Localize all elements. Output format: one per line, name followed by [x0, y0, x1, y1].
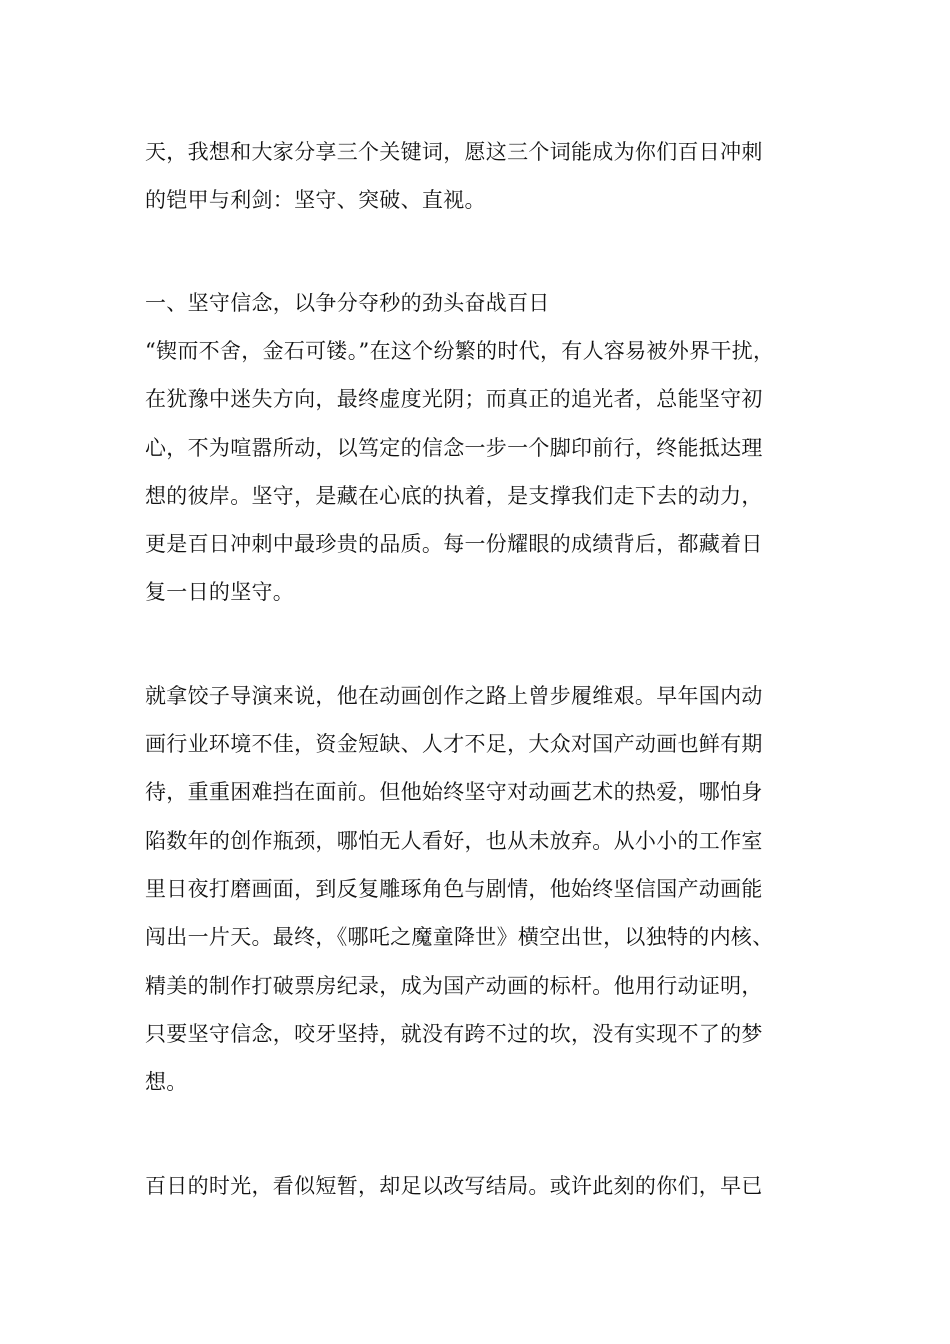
paragraph-line: 精美的制作打破票房纪录，成为国产动画的标杆。他用行动证明， — [145, 974, 763, 998]
section-heading: 一、坚守信念，以争分夺秒的劲头奋战百日 — [145, 291, 550, 315]
paragraph-line: 就拿饺子导演来说，他在动画创作之路上曾步履维艰。早年国内动 — [145, 684, 763, 708]
paragraph-line: 陷数年的创作瓶颈，哪怕无人看好，也从未放弃。从小小的工作室 — [145, 829, 763, 853]
paragraph-line: 想的彼岸。坚守，是藏在心底的执着，是支撑我们走下去的动力， — [145, 484, 763, 508]
paragraph-line: 更是百日冲刺中最珍贵的品质。每一份耀眼的成绩背后，都藏着日 — [145, 532, 763, 556]
paragraph-line: 闯出一片天。最终，《哪吒之魔童降世》横空出世，以独特的内核、 — [145, 925, 774, 949]
paragraph-line: 待，重重困难挡在面前。但他始终坚守对动画艺术的热爱，哪怕身 — [145, 780, 763, 804]
intro-line: 的铠甲与利剑：坚守、突破、直视。 — [145, 188, 486, 212]
paragraph-line: 复一日的坚守。 — [145, 580, 295, 604]
paragraph-line: 画行业环境不佳，资金短缺、人才不足，大众对国产动画也鲜有期 — [145, 732, 763, 756]
paragraph-line: “锲而不舍，金石可镂。”在这个纷繁的时代，有人容易被外界干扰， — [145, 339, 775, 363]
paragraph-line: 心，不为喧嚣所动，以笃定的信念一步一个脚印前行，终能抵达理 — [145, 436, 763, 460]
paragraph-line: 想。 — [145, 1070, 188, 1094]
paragraph-line: 百日的时光，看似短暂，却足以改写结局。或许此刻的你们，早已 — [145, 1174, 763, 1198]
paragraph-line: 在犹豫中迷失方向，最终虚度光阴；而真正的追光者，总能坚守初 — [145, 387, 763, 411]
intro-line: 天，我想和大家分享三个关键词，愿这三个词能成为你们百日冲刺 — [145, 140, 763, 164]
paragraph-line: 只要坚守信念，咬牙坚持，就没有跨不过的坎，没有实现不了的梦 — [145, 1022, 763, 1046]
paragraph-line: 里日夜打磨画面，到反复雕琢角色与剧情，他始终坚信国产动画能 — [145, 877, 763, 901]
